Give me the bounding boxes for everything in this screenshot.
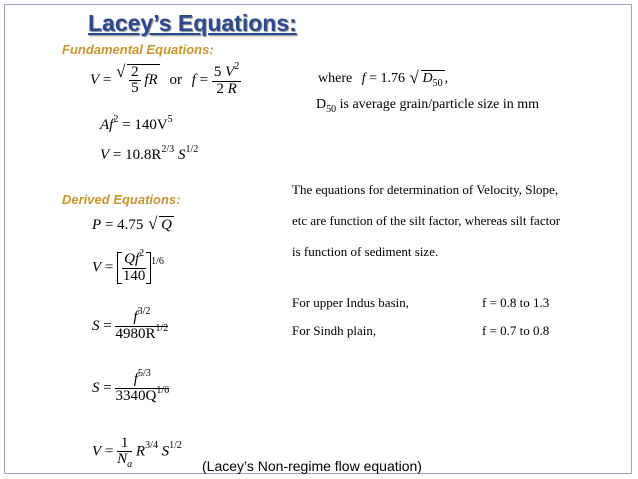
equation-p: P = 4.75 √ Q <box>92 216 174 234</box>
equation-v-derived: V = $\frac{Qf^2}{140}$ $^{1/6}$ <box>92 248 164 284</box>
page-title: Lacey’s Equations: <box>88 10 297 36</box>
equation-v-non-regime: V = $\frac{1}{N_a}$ $R^{3/4}$ $S^{1/2}$ <box>92 435 182 470</box>
region-name-1: For upper Indus basin, <box>292 295 409 310</box>
paragraph-line-2: etc are function of the silt factor, whereas silt factor <box>292 213 561 228</box>
fundamental-heading: Fundamental Equations: <box>62 42 214 57</box>
non-regime-note: (Lacey’s Non-regime flow equation) <box>202 458 422 474</box>
equation-af2: $Af^2 = 140V^5$ <box>100 114 173 133</box>
equation-v-root: V = √ $\frac{2}{5}$ fR or f = $\frac{5 V^2}{2 R}$ <box>90 64 241 97</box>
region-name-2: For Sindh plain, <box>292 323 377 338</box>
paragraph-line-3: is function of sediment size. <box>292 244 439 259</box>
where-equation: where f = 1.76 √ $D_{50}$ , <box>318 70 448 87</box>
d50-definition: $D_{50}$ is average grain/particle size in mm <box>316 97 540 115</box>
equation-s-r: S = $\frac{f^{3/2}}{4980R^{1/2}}$ <box>92 306 169 342</box>
equation-s-q: S = $\frac{f^{5/3}}{3340Q^{1/6}}$ <box>92 368 170 404</box>
paragraph-line-1: The equations for determination of Velocity, Slope, <box>292 182 559 197</box>
region-value-1: f = 0.8 to 1.3 <box>482 295 550 310</box>
equation-v-10-8: $V = 10.8R^{2/3}$ $S^{1/2}$ <box>100 144 199 163</box>
region-value-2: f = 0.7 to 0.8 <box>482 323 550 338</box>
derived-heading: Derived Equations: <box>62 192 181 207</box>
